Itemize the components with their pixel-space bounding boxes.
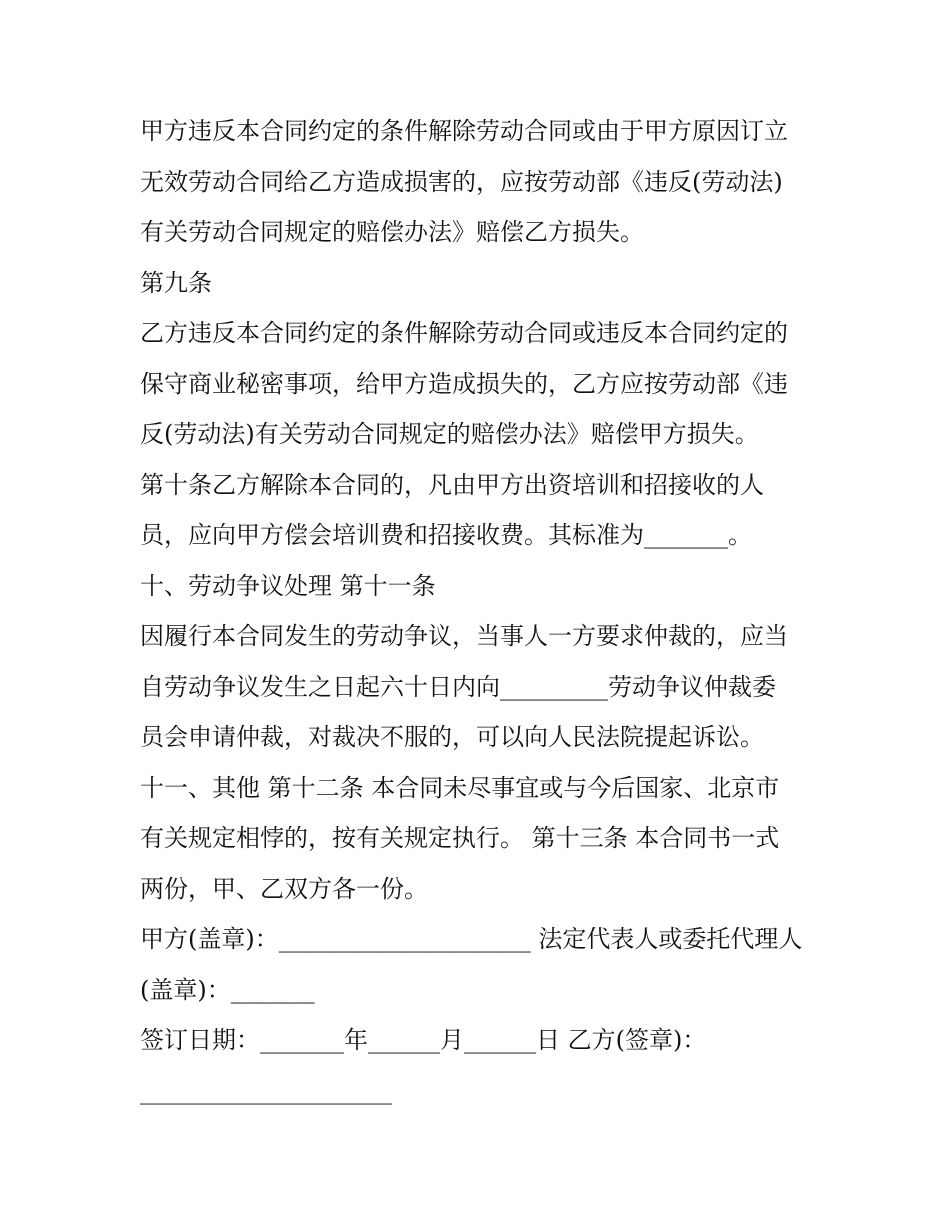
seal-line: (盖章)：_______: [140, 975, 315, 1004]
text-line: 第十条乙方解除本合同的，凡由甲方出资培训和招接收的人: [140, 470, 764, 499]
text-line: 保守商业秘密事项，给甲方造成损失的，乙方应按劳动部《违: [140, 369, 788, 398]
text-line: 自劳动争议发生之日起六十日内向_________劳动争议仲裁委: [140, 672, 776, 701]
text-line: 乙方违反本合同约定的条件解除劳动合同或违反本合同约定的: [140, 319, 788, 347]
text-line: 十一、其他 第十二条 本合同未尽事宜或与今后国家、北京市: [140, 773, 780, 802]
text-line: 员，应向甲方偿会培训费和招接收费。其标准为_______。: [140, 521, 752, 549]
article-9-heading: 第九条: [140, 268, 212, 297]
party-b-signature-blank: _____________________: [140, 1076, 392, 1105]
text-line: 两份，甲、乙双方各一份。: [140, 874, 428, 903]
text-line: 有关劳动合同规定的赔偿办法》赔偿乙方损失。: [140, 218, 644, 246]
text-line: 无效劳动合同给乙方造成损害的，应按劳动部《违反(劳动法): [140, 167, 783, 196]
contract-text: [140, 106, 820, 1116]
text-line: 甲方违反本合同约定的条件解除劳动合同或由于甲方原因订立: [140, 117, 788, 145]
text-line: 因履行本合同发生的劳动争议，当事人一方要求仲裁的，应当: [140, 622, 788, 650]
text-line: 员会申请仲裁，对裁决不服的，可以向人民法院提起诉讼。: [140, 723, 764, 751]
text-line: 有关规定相悖的，按有关规定执行。 第十三条 本合同书一式: [140, 824, 780, 852]
party-a-signature-line: 甲方(盖章)：_____________________ 法定代表人或委托代理人: [140, 925, 803, 953]
signing-date-line: 签订日期：_______年______月______日 乙方(签章)：: [140, 1026, 707, 1054]
section-10-heading: 十、劳动争议处理 第十一条: [140, 571, 436, 600]
text-line: 反(劳动法)有关劳动合同规定的赔偿办法》赔偿甲方损失。: [140, 420, 759, 448]
